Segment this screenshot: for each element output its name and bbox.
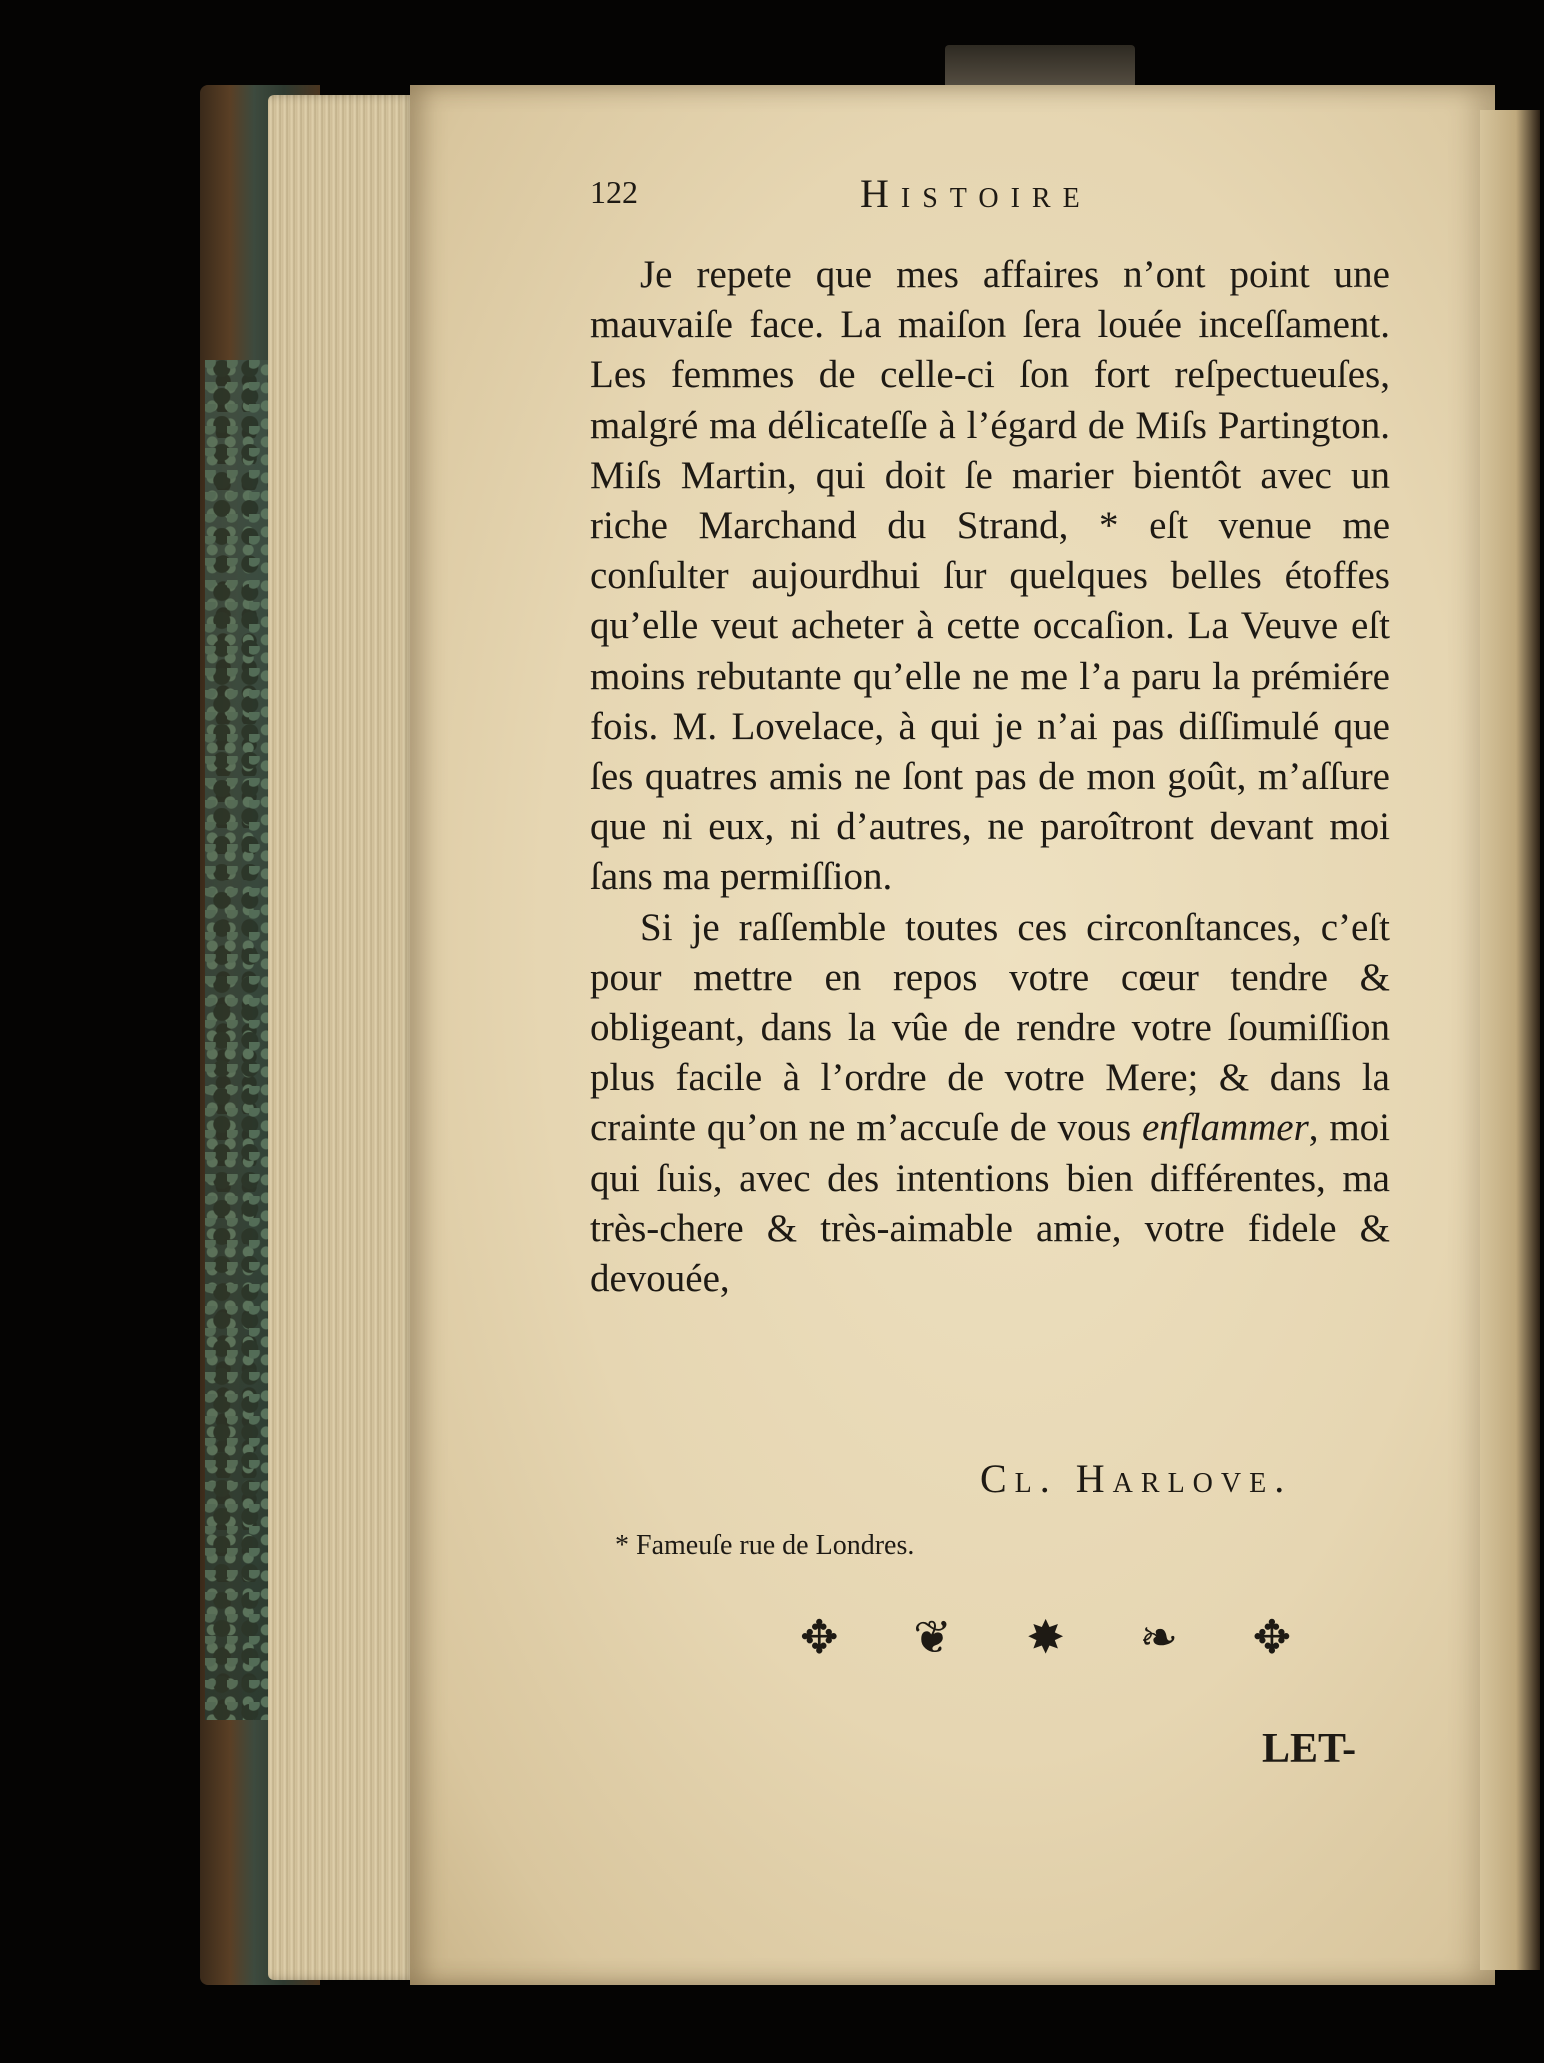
- signature: Cl. Harlove.: [980, 1456, 1293, 1501]
- right-page-edge: [1480, 110, 1540, 1970]
- footnote: * Fameuſe rue de Londres.: [615, 1530, 915, 1561]
- page-number: 122: [590, 174, 638, 210]
- paragraph-2: [590, 903, 1390, 1305]
- page-edges: [268, 95, 418, 1980]
- running-title: Histoire: [860, 171, 1092, 216]
- paragraph-1: Je repete que mes affaires n’ont point une mauvaiſe face. La maiſon ſera louée inceſſament. Les femmes de celle-ci ſon fort reſpectueuſes, malgré ma délicateſſe à l’égard de Miſs Partington. Miſs Martin, qui doit ſe marier bientôt avec un riche Marchand du Strand, * eſt venue me conſulter aujourdhui ſur quelques belles étoffes qu’elle veut acheter à cette occaſion. La Veuve eſt moins rebutante qu’elle ne me l’a paru la prémiére fois. M. Lovelace, à qui je n’ai pas diſſimulé que ſes quatres amis ne ſont pas de mon goût, m’aſſure que ni eux, ni d’autres, ne paroîtront devant moi ſans ma permiſſion.: [590, 253, 1390, 899]
- ornament-row: ✥ ❦ ✸ ❧ ✥: [800, 1610, 1322, 1664]
- running-head: [590, 170, 1150, 220]
- italic-word: enflammer: [1141, 1106, 1309, 1150]
- marbled-cover: [205, 360, 275, 1720]
- catchword: LET-: [1262, 1726, 1357, 1772]
- paragraph-2-start: Si je raſſemble toutes ces circonſtances, c’eſt pour mettre en repos votre cœur tendre & obligeant, dans la vûe de rendre votre ſoumiſſion plus facile à l’ordre de votre Mere; & dans la crainte qu’on ne m’accuſe de vous: [590, 905, 1390, 1150]
- paragraph-2-end: , moi qui ſuis, avec des intentions bien différentes, ma très-chere & très-aimable amie, votre fidele & devouée,: [590, 1106, 1391, 1301]
- body-text: [590, 250, 1390, 1304]
